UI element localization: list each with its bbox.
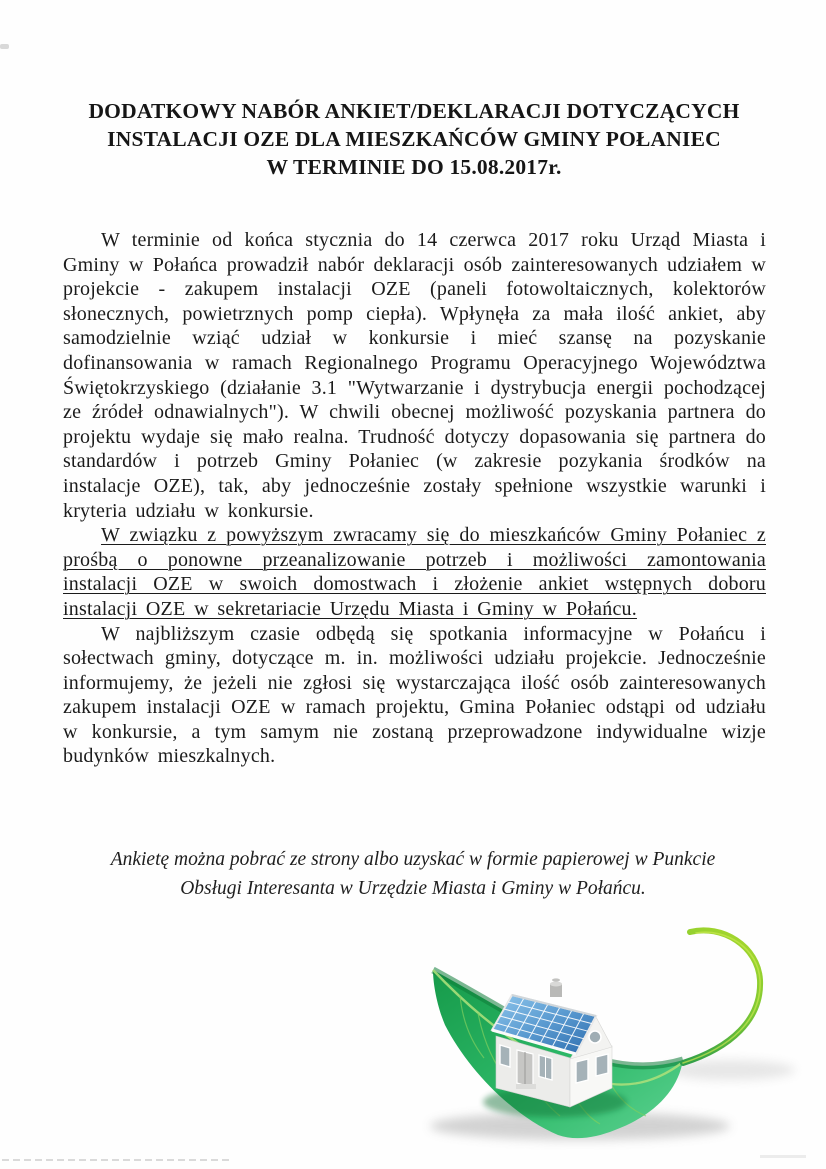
title-line-3: W TERMINIE DO 15.08.2017r. xyxy=(266,155,562,179)
eco-house-on-leaf-graphic xyxy=(400,920,826,1169)
title-line-2: INSTALACJI OZE DLA MIESZKAŃCÓW GMINY POŁANIEC xyxy=(107,127,721,151)
scan-artifact-smudge xyxy=(760,1155,806,1158)
paragraph-appeal-underlined: W związku z powyższym zwracamy się do mieszkańców Gminy Połaniec z prośbą o ponowne przeanalizowanie potrzeb i możliwości zamontowania instalacji OZE w swoich domostwach i złożenie ankiet wstępnych doboru instalacji OZE w sekretariacie Urzędu Miasta i Gminy w Połańcu. xyxy=(63,524,766,620)
document-title xyxy=(62,97,766,181)
paragraph-intro: W terminie od końca stycznia do 14 czerwca 2017 roku Urząd Miasta i Gminy w Połańca prowadził nabór deklaracji osób zainteresowanych udziałem w projekcie - zakupem instalacji OZE (paneli fotowoltaicznych, kolektorów słonecznych, powietrznych pomp ciepła). Wpłynęła za mała ilość ankiet, aby samodzielnie wziąć udział w konkursie i mieć szansę na pozyskanie dofinansowania w ramach Regionalnego Programu Operacyjnego Województwa Świętokrzyskiego (działanie 3.1 "Wytwarzanie i dystrybucja energii pochodzącej ze źródeł odnawialnych"). W chwili obecnej możliwość pozyskania partnera do projektu wydaje się mało realna. Trudność dotyczy dopasowania się partnera do standardów i potrzeb Gminy Połaniec (w zakresie pozykania środków na instalacje OZE), tak, aby jednocześnie zostały spełnione wszystkie warunki i kryteria udziału w konkursie. xyxy=(63,229,766,522)
solar-house xyxy=(492,978,612,1107)
title-line-1: DODATKOWY NABÓR ANKIET/DEKLARACJI DOTYCZĄCYCH xyxy=(88,99,740,123)
scan-artifact-bottom-line xyxy=(2,1159,230,1161)
document-body xyxy=(63,228,766,769)
eco-house-on-leaf-illustration xyxy=(400,920,826,1169)
paragraph-meetings-info: W najbliższym czasie odbędą się spotkania informacyjne w Połańcu i sołectwach gminy, dotyczące m. in. możliwości udziału projekcie. Jednocześnie informujemy, że jeżeli nie zgłosi się wystarczająca ilość osób zainteresowanych zakupem instalacji OZE w ramach projektu, Gmina Połaniec odstąpi od udziału w konkursie, a tym samym nie zostaną przeprowadzone indywidualne wizje budynków mieszkalnych. xyxy=(63,622,766,768)
scan-artifact-dash xyxy=(0,44,9,49)
footnote-italic: Ankietę można pobrać ze strony albo uzyskać w formie papierowej w Punkcie Obsługi Interesanta w Urzędzie Miasta i Gminy w Połańcu. xyxy=(110,849,716,899)
